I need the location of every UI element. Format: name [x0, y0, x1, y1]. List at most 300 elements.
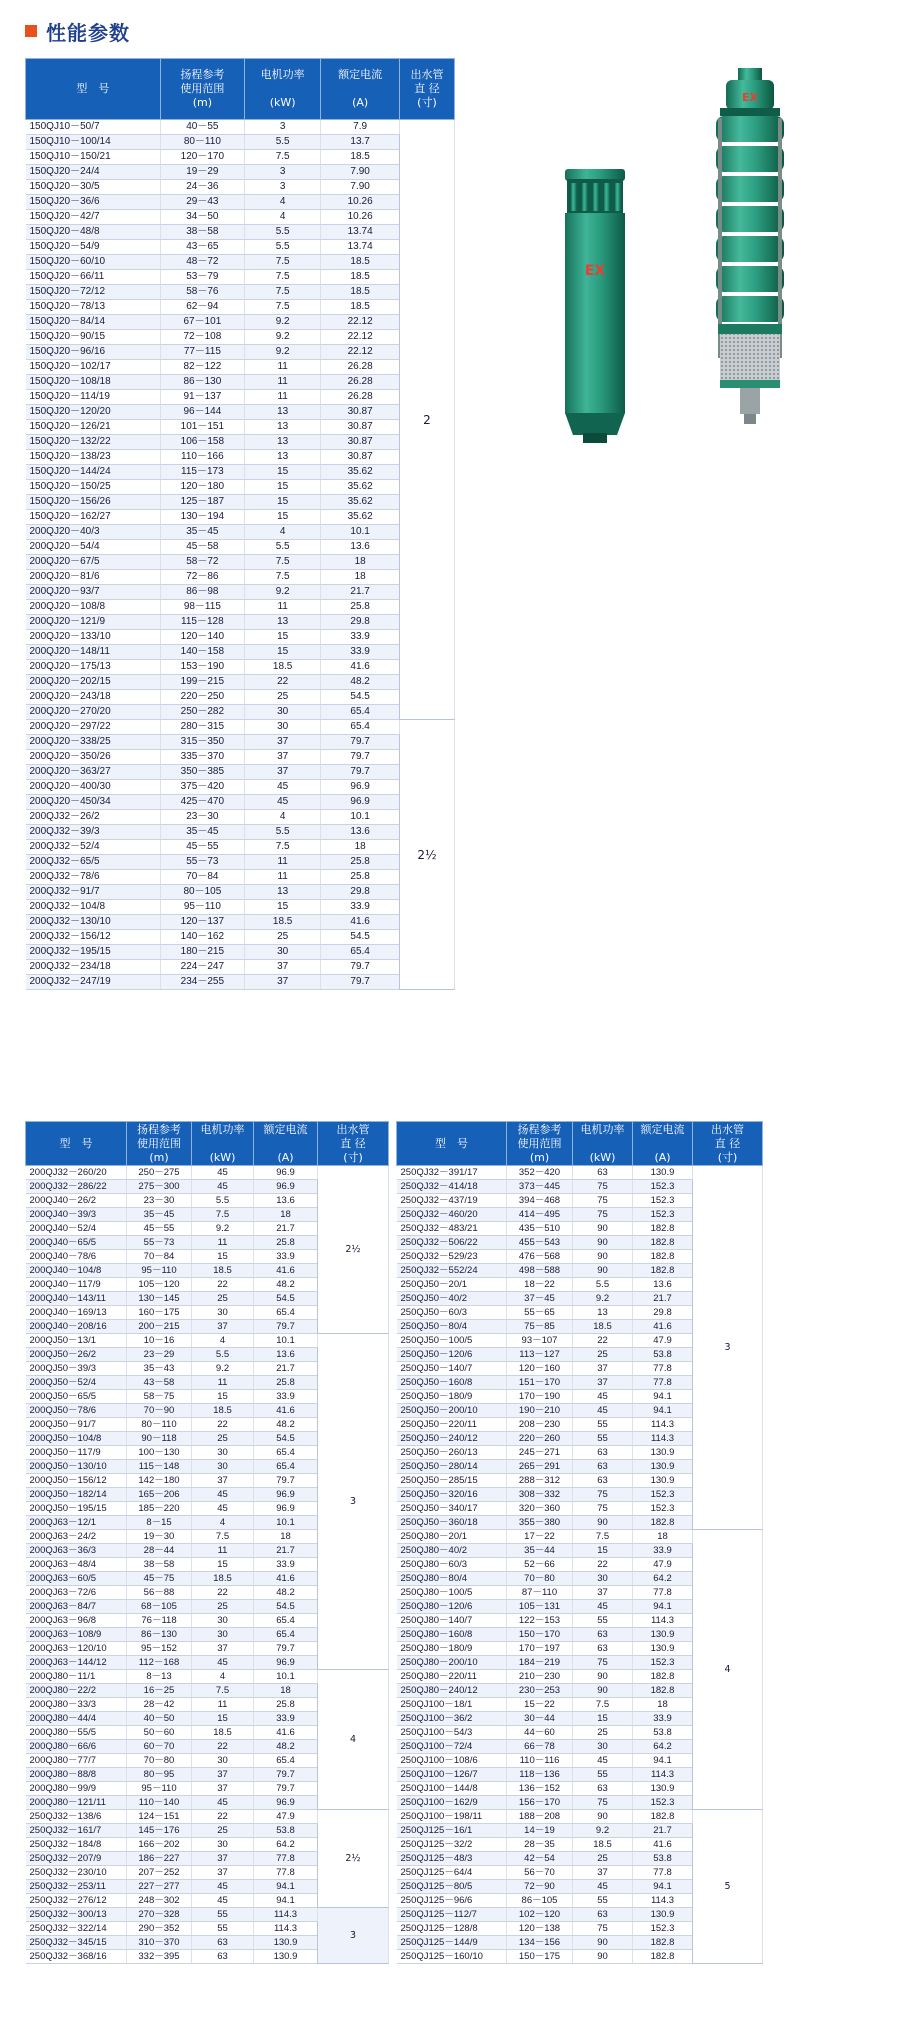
- model-cell: 200QJ80－77/7: [26, 1754, 127, 1768]
- motor-power-cell: 13: [244, 405, 320, 420]
- model-cell: 250QJ125－144/9: [397, 1936, 507, 1950]
- head-range-cell: 10－16: [127, 1334, 192, 1348]
- model-cell: 150QJ20－138/23: [26, 450, 161, 465]
- head-range-cell: 120－160: [507, 1362, 573, 1376]
- header-rated-current: 额定电流 (A): [321, 59, 400, 120]
- head-range-cell: 120－140: [160, 630, 244, 645]
- rated-current-cell: 96.9: [321, 795, 400, 810]
- head-range-cell: 45－58: [160, 540, 244, 555]
- table-row: [26, 720, 455, 735]
- rated-current-cell: 79.7: [321, 975, 400, 990]
- table-row: [26, 900, 455, 915]
- head-range-cell: 375－420: [160, 780, 244, 795]
- rated-current-cell: 152.3: [633, 1488, 693, 1502]
- section-heading: [25, 16, 130, 46]
- rated-current-cell: 152.3: [633, 1656, 693, 1670]
- motor-power-cell: 75: [573, 1208, 633, 1222]
- motor-power-cell: 18.5: [244, 915, 320, 930]
- rated-current-cell: 114.3: [254, 1908, 318, 1922]
- rated-current-cell: 64.2: [633, 1740, 693, 1754]
- rated-current-cell: 77.8: [254, 1866, 318, 1880]
- model-cell: 250QJ100－126/7: [397, 1768, 507, 1782]
- pump-image-small: [555, 165, 635, 445]
- motor-power-cell: 5.5: [244, 225, 320, 240]
- rated-current-cell: 65.4: [254, 1306, 318, 1320]
- model-cell: 150QJ20－150/25: [26, 480, 161, 495]
- motor-power-cell: 37: [192, 1320, 254, 1334]
- model-cell: 200QJ20－243/18: [26, 690, 161, 705]
- motor-power-cell: 63: [573, 1782, 633, 1796]
- motor-power-cell: 75: [573, 1502, 633, 1516]
- motor-power-cell: 13: [244, 450, 320, 465]
- model-cell: 200QJ20－270/20: [26, 705, 161, 720]
- model-cell: 250QJ50－20/1: [397, 1278, 507, 1292]
- rated-current-cell: 10.26: [321, 195, 400, 210]
- head-range-cell: 125－187: [160, 495, 244, 510]
- model-cell: 150QJ20－156/26: [26, 495, 161, 510]
- model-cell: 200QJ80－11/1: [26, 1670, 127, 1684]
- head-range-cell: 68－105: [127, 1600, 192, 1614]
- table-row: [26, 1334, 389, 1348]
- head-range-cell: 87－110: [507, 1586, 573, 1600]
- model-cell: 250QJ125－16/1: [397, 1824, 507, 1838]
- head-range-cell: 220－260: [507, 1432, 573, 1446]
- pump-image-large: [700, 68, 800, 428]
- model-cell: 250QJ32－437/19: [397, 1194, 507, 1208]
- rated-current-cell: 13.6: [321, 540, 400, 555]
- motor-power-cell: 5.5: [192, 1194, 254, 1208]
- head-range-cell: 165－206: [127, 1488, 192, 1502]
- motor-power-cell: 90: [573, 1222, 633, 1236]
- motor-power-cell: 75: [573, 1656, 633, 1670]
- motor-power-cell: 25: [244, 930, 320, 945]
- model-cell: 200QJ20－450/34: [26, 795, 161, 810]
- rated-current-cell: 94.1: [633, 1880, 693, 1894]
- table-body: [26, 1166, 389, 1964]
- motor-power-cell: 9.2: [192, 1222, 254, 1236]
- motor-power-cell: 4: [192, 1670, 254, 1684]
- motor-power-cell: 15: [192, 1390, 254, 1404]
- model-cell: 250QJ32－184/8: [26, 1838, 127, 1852]
- rated-current-cell: 29.8: [633, 1306, 693, 1320]
- model-cell: 200QJ32－260/20: [26, 1166, 127, 1180]
- rated-current-cell: 182.8: [633, 1670, 693, 1684]
- head-range-cell: 118－136: [507, 1768, 573, 1782]
- rated-current-cell: 29.8: [321, 615, 400, 630]
- model-cell: 200QJ63－84/7: [26, 1600, 127, 1614]
- motor-power-cell: 37: [244, 750, 320, 765]
- model-cell: 200QJ32－104/8: [26, 900, 161, 915]
- head-range-cell: 373－445: [507, 1180, 573, 1194]
- model-cell: 200QJ40－169/13: [26, 1306, 127, 1320]
- model-cell: 150QJ10－50/7: [26, 120, 161, 135]
- rated-current-cell: 94.1: [254, 1880, 318, 1894]
- rated-current-cell: 47.9: [254, 1810, 318, 1824]
- head-range-cell: 80－95: [127, 1768, 192, 1782]
- head-range-cell: 101－151: [160, 420, 244, 435]
- head-range-cell: 95－110: [127, 1782, 192, 1796]
- motor-power-cell: 30: [573, 1740, 633, 1754]
- head-range-cell: 91－137: [160, 390, 244, 405]
- head-range-cell: 435－510: [507, 1222, 573, 1236]
- head-range-cell: 17－22: [507, 1530, 573, 1544]
- model-cell: 250QJ32－391/17: [397, 1166, 507, 1180]
- rated-current-cell: 53.8: [254, 1824, 318, 1838]
- rated-current-cell: 96.9: [254, 1166, 318, 1180]
- model-cell: 250QJ80－100/5: [397, 1586, 507, 1600]
- model-cell: 150QJ20－72/12: [26, 285, 161, 300]
- motor-power-cell: 9.2: [244, 330, 320, 345]
- head-range-cell: 100－130: [127, 1446, 192, 1460]
- motor-power-cell: 63: [192, 1950, 254, 1964]
- head-range-cell: 55－65: [507, 1306, 573, 1320]
- motor-power-cell: 4: [244, 810, 320, 825]
- model-cell: 250QJ50－340/17: [397, 1502, 507, 1516]
- rated-current-cell: 130.9: [254, 1950, 318, 1964]
- model-cell: 200QJ32－91/7: [26, 885, 161, 900]
- rated-current-cell: 94.1: [633, 1390, 693, 1404]
- model-cell: 200QJ50－130/10: [26, 1460, 127, 1474]
- rated-current-cell: 54.5: [321, 690, 400, 705]
- head-range-cell: 75－85: [507, 1320, 573, 1334]
- motor-power-cell: 90: [573, 1516, 633, 1530]
- rated-current-cell: 182.8: [633, 1236, 693, 1250]
- model-cell: 200QJ80－99/9: [26, 1782, 127, 1796]
- head-range-cell: 335－370: [160, 750, 244, 765]
- rated-current-cell: 7.90: [321, 180, 400, 195]
- model-cell: 200QJ32－286/22: [26, 1180, 127, 1194]
- header-rated-current: 额定电流 (A): [633, 1122, 693, 1166]
- outlet-diameter-cell: 2½: [318, 1166, 389, 1334]
- model-cell: 200QJ50－156/12: [26, 1474, 127, 1488]
- model-cell: 200QJ20－363/27: [26, 765, 161, 780]
- rated-current-cell: 152.3: [633, 1922, 693, 1936]
- motor-power-cell: 4: [244, 195, 320, 210]
- rated-current-cell: 114.3: [633, 1768, 693, 1782]
- motor-power-cell: 30: [192, 1306, 254, 1320]
- motor-power-cell: 22: [244, 675, 320, 690]
- model-cell: 150QJ20－102/17: [26, 360, 161, 375]
- model-cell: 250QJ125－64/4: [397, 1866, 507, 1880]
- table-row: [26, 555, 455, 570]
- head-range-cell: 150－175: [507, 1950, 573, 1964]
- rated-current-cell: 48.2: [254, 1278, 318, 1292]
- model-cell: 250QJ80－120/6: [397, 1600, 507, 1614]
- motor-power-cell: 45: [573, 1754, 633, 1768]
- model-cell: 250QJ80－220/11: [397, 1670, 507, 1684]
- table-row: [26, 450, 455, 465]
- table-row: [26, 615, 455, 630]
- rated-current-cell: 53.8: [633, 1348, 693, 1362]
- rated-current-cell: 65.4: [321, 705, 400, 720]
- head-range-cell: 62－94: [160, 300, 244, 315]
- model-cell: 200QJ32－26/2: [26, 810, 161, 825]
- rated-current-cell: 54.5: [254, 1292, 318, 1306]
- header-model: 型 号: [26, 59, 161, 120]
- rated-current-cell: 33.9: [321, 630, 400, 645]
- motor-power-cell: 63: [573, 1474, 633, 1488]
- rated-current-cell: 41.6: [633, 1320, 693, 1334]
- rated-current-cell: 25.8: [254, 1698, 318, 1712]
- head-range-cell: 166－202: [127, 1838, 192, 1852]
- motor-power-cell: 30: [573, 1572, 633, 1586]
- model-cell: 200QJ63－108/9: [26, 1628, 127, 1642]
- motor-power-cell: 22: [573, 1558, 633, 1572]
- head-range-cell: 80－105: [160, 885, 244, 900]
- rated-current-cell: 35.62: [321, 465, 400, 480]
- model-cell: 250QJ32－207/9: [26, 1852, 127, 1866]
- model-cell: 250QJ50－60/3: [397, 1306, 507, 1320]
- head-range-cell: 350－385: [160, 765, 244, 780]
- motor-power-cell: 4: [192, 1516, 254, 1530]
- head-range-cell: 23－30: [160, 810, 244, 825]
- model-cell: 250QJ32－483/21: [397, 1222, 507, 1236]
- motor-power-cell: 45: [573, 1404, 633, 1418]
- model-cell: 200QJ20－40/3: [26, 525, 161, 540]
- head-range-cell: 498－588: [507, 1264, 573, 1278]
- rated-current-cell: 22.12: [321, 315, 400, 330]
- motor-power-cell: 11: [192, 1236, 254, 1250]
- motor-power-cell: 11: [192, 1698, 254, 1712]
- motor-power-cell: 11: [244, 870, 320, 885]
- head-range-cell: 76－118: [127, 1614, 192, 1628]
- head-range-cell: 115－128: [160, 615, 244, 630]
- head-range-cell: 70－80: [127, 1754, 192, 1768]
- head-range-cell: 90－118: [127, 1432, 192, 1446]
- rated-current-cell: 79.7: [321, 750, 400, 765]
- head-range-cell: 86－130: [127, 1628, 192, 1642]
- motor-power-cell: 18.5: [192, 1726, 254, 1740]
- table-row: [26, 1810, 389, 1824]
- rated-current-cell: 18: [254, 1684, 318, 1698]
- table-row: [26, 660, 455, 675]
- head-range-cell: 110－166: [160, 450, 244, 465]
- table-row: [26, 345, 455, 360]
- head-range-cell: 280－315: [160, 720, 244, 735]
- motor-power-cell: 63: [573, 1628, 633, 1642]
- model-cell: 200QJ50－91/7: [26, 1418, 127, 1432]
- head-range-cell: 230－253: [507, 1684, 573, 1698]
- model-cell: 200QJ32－39/3: [26, 825, 161, 840]
- model-cell: 200QJ80－55/5: [26, 1726, 127, 1740]
- model-cell: 200QJ80－33/3: [26, 1698, 127, 1712]
- rated-current-cell: 65.4: [254, 1614, 318, 1628]
- rated-current-cell: 96.9: [321, 780, 400, 795]
- motor-power-cell: 90: [573, 1936, 633, 1950]
- table-row: [26, 645, 455, 660]
- head-range-cell: 67－101: [160, 315, 244, 330]
- table-row: [26, 915, 455, 930]
- motor-power-cell: 90: [573, 1950, 633, 1964]
- model-cell: 200QJ32－195/15: [26, 945, 161, 960]
- model-cell: 200QJ40－26/2: [26, 1194, 127, 1208]
- head-range-cell: 52－66: [507, 1558, 573, 1572]
- head-range-cell: 45－75: [127, 1572, 192, 1586]
- rated-current-cell: 182.8: [633, 1250, 693, 1264]
- model-cell: 250QJ100－36/2: [397, 1712, 507, 1726]
- rated-current-cell: 18: [254, 1208, 318, 1222]
- heading-marker: [25, 25, 37, 37]
- head-range-cell: 190－210: [507, 1404, 573, 1418]
- rated-current-cell: 10.26: [321, 210, 400, 225]
- motor-power-cell: 13: [244, 885, 320, 900]
- rated-current-cell: 182.8: [633, 1264, 693, 1278]
- rated-current-cell: 26.28: [321, 375, 400, 390]
- rated-current-cell: 77.8: [633, 1586, 693, 1600]
- head-range-cell: 80－110: [160, 135, 244, 150]
- head-range-cell: 35－45: [127, 1208, 192, 1222]
- motor-power-cell: 5.5: [192, 1348, 254, 1362]
- motor-power-cell: 18.5: [192, 1264, 254, 1278]
- table-row: [26, 960, 455, 975]
- model-cell: 200QJ40－104/8: [26, 1264, 127, 1278]
- model-cell: 200QJ63－12/1: [26, 1516, 127, 1530]
- table-row: [26, 240, 455, 255]
- rated-current-cell: 7.9: [321, 120, 400, 135]
- head-range-cell: 145－176: [127, 1824, 192, 1838]
- motor-power-cell: 18.5: [573, 1838, 633, 1852]
- head-range-cell: 30－44: [507, 1712, 573, 1726]
- head-range-cell: 290－352: [127, 1922, 192, 1936]
- motor-power-cell: 5.5: [244, 540, 320, 555]
- model-cell: 200QJ80－22/2: [26, 1684, 127, 1698]
- model-cell: 250QJ80－160/8: [397, 1628, 507, 1642]
- motor-power-cell: 15: [244, 630, 320, 645]
- motor-power-cell: 37: [573, 1586, 633, 1600]
- rated-current-cell: 25.8: [321, 600, 400, 615]
- head-range-cell: 188－208: [507, 1810, 573, 1824]
- motor-power-cell: 37: [244, 735, 320, 750]
- rated-current-cell: 41.6: [321, 660, 400, 675]
- model-cell: 250QJ50－80/4: [397, 1320, 507, 1334]
- model-cell: 250QJ32－300/13: [26, 1908, 127, 1922]
- model-cell: 200QJ63－24/2: [26, 1530, 127, 1544]
- motor-power-cell: 45: [573, 1390, 633, 1404]
- model-cell: 200QJ20－175/13: [26, 660, 161, 675]
- motor-power-cell: 15: [192, 1712, 254, 1726]
- head-range-cell: 8－13: [127, 1670, 192, 1684]
- model-cell: 250QJ125－80/5: [397, 1880, 507, 1894]
- model-cell: 200QJ20－297/22: [26, 720, 161, 735]
- motor-power-cell: 55: [573, 1614, 633, 1628]
- ex-mark: EX: [584, 263, 606, 279]
- head-range-cell: 77－115: [160, 345, 244, 360]
- motor-power-cell: 75: [573, 1180, 633, 1194]
- head-range-cell: 476－568: [507, 1250, 573, 1264]
- head-range-cell: 332－395: [127, 1950, 192, 1964]
- motor-power-cell: 45: [192, 1180, 254, 1194]
- head-range-cell: 124－151: [127, 1810, 192, 1824]
- motor-power-cell: 30: [192, 1754, 254, 1768]
- table-row: [26, 120, 455, 135]
- model-cell: 250QJ32－161/7: [26, 1824, 127, 1838]
- motor-power-cell: 9.2: [244, 315, 320, 330]
- motor-power-cell: 90: [573, 1670, 633, 1684]
- rated-current-cell: 18: [633, 1698, 693, 1712]
- motor-power-cell: 30: [244, 705, 320, 720]
- motor-power-cell: 55: [192, 1922, 254, 1936]
- rated-current-cell: 33.9: [254, 1250, 318, 1264]
- rated-current-cell: 13.6: [254, 1194, 318, 1208]
- rated-current-cell: 114.3: [633, 1894, 693, 1908]
- model-cell: 250QJ32－460/20: [397, 1208, 507, 1222]
- rated-current-cell: 22.12: [321, 330, 400, 345]
- rated-current-cell: 94.1: [633, 1754, 693, 1768]
- table-row: [26, 135, 455, 150]
- motor-power-cell: 90: [573, 1236, 633, 1250]
- table-row: [26, 510, 455, 525]
- rated-current-cell: 182.8: [633, 1950, 693, 1964]
- motor-power-cell: 55: [573, 1768, 633, 1782]
- motor-power-cell: 13: [573, 1306, 633, 1320]
- head-range-cell: 86－105: [507, 1894, 573, 1908]
- table-row: [26, 465, 455, 480]
- outlet-diameter-cell: 2½: [399, 720, 454, 990]
- motor-power-cell: 37: [192, 1866, 254, 1880]
- head-range-cell: 42－54: [507, 1852, 573, 1866]
- header-model: 型 号: [397, 1122, 507, 1166]
- header-outlet-diameter: 出水管 直 径 (寸): [318, 1122, 389, 1166]
- model-cell: 250QJ125－96/6: [397, 1894, 507, 1908]
- model-cell: 250QJ32－276/12: [26, 1894, 127, 1908]
- model-cell: 200QJ32－234/18: [26, 960, 161, 975]
- head-range-cell: 43－58: [127, 1376, 192, 1390]
- motor-power-cell: 18.5: [192, 1572, 254, 1586]
- head-range-cell: 234－255: [160, 975, 244, 990]
- table-row: [26, 1166, 389, 1180]
- head-range-cell: 270－328: [127, 1908, 192, 1922]
- rated-current-cell: 10.1: [254, 1516, 318, 1530]
- rated-current-cell: 96.9: [254, 1488, 318, 1502]
- rated-current-cell: 41.6: [633, 1838, 693, 1852]
- model-cell: 200QJ20－400/30: [26, 780, 161, 795]
- motor-power-cell: 11: [192, 1544, 254, 1558]
- head-range-cell: 28－44: [127, 1544, 192, 1558]
- table-row: [26, 435, 455, 450]
- head-range-cell: 55－73: [160, 855, 244, 870]
- table-row: [26, 540, 455, 555]
- model-cell: 200QJ20－350/26: [26, 750, 161, 765]
- head-range-cell: 16－25: [127, 1684, 192, 1698]
- motor-power-cell: 3: [244, 165, 320, 180]
- head-range-cell: 160－175: [127, 1306, 192, 1320]
- performance-table-3: [396, 1121, 763, 1964]
- head-range-cell: 394－468: [507, 1194, 573, 1208]
- table-row: [26, 975, 455, 990]
- model-cell: 250QJ100－54/3: [397, 1726, 507, 1740]
- rated-current-cell: 13.6: [254, 1348, 318, 1362]
- head-range-cell: 8－15: [127, 1516, 192, 1530]
- head-range-cell: 96－144: [160, 405, 244, 420]
- header-model: 型 号: [26, 1122, 127, 1166]
- motor-power-cell: 45: [244, 780, 320, 795]
- model-cell: 200QJ63－48/4: [26, 1558, 127, 1572]
- table-row: [26, 885, 455, 900]
- head-range-cell: 70－80: [507, 1572, 573, 1586]
- rated-current-cell: 13.74: [321, 225, 400, 240]
- model-cell: 250QJ50－360/18: [397, 1516, 507, 1530]
- motor-power-cell: 90: [573, 1250, 633, 1264]
- rated-current-cell: 13.7: [321, 135, 400, 150]
- motor-power-cell: 11: [244, 390, 320, 405]
- motor-power-cell: 30: [192, 1446, 254, 1460]
- model-cell: 250QJ80－140/7: [397, 1614, 507, 1628]
- table-row: [26, 300, 455, 315]
- head-range-cell: 43－65: [160, 240, 244, 255]
- head-range-cell: 80－110: [127, 1418, 192, 1432]
- rated-current-cell: 79.7: [254, 1642, 318, 1656]
- rated-current-cell: 130.9: [633, 1628, 693, 1642]
